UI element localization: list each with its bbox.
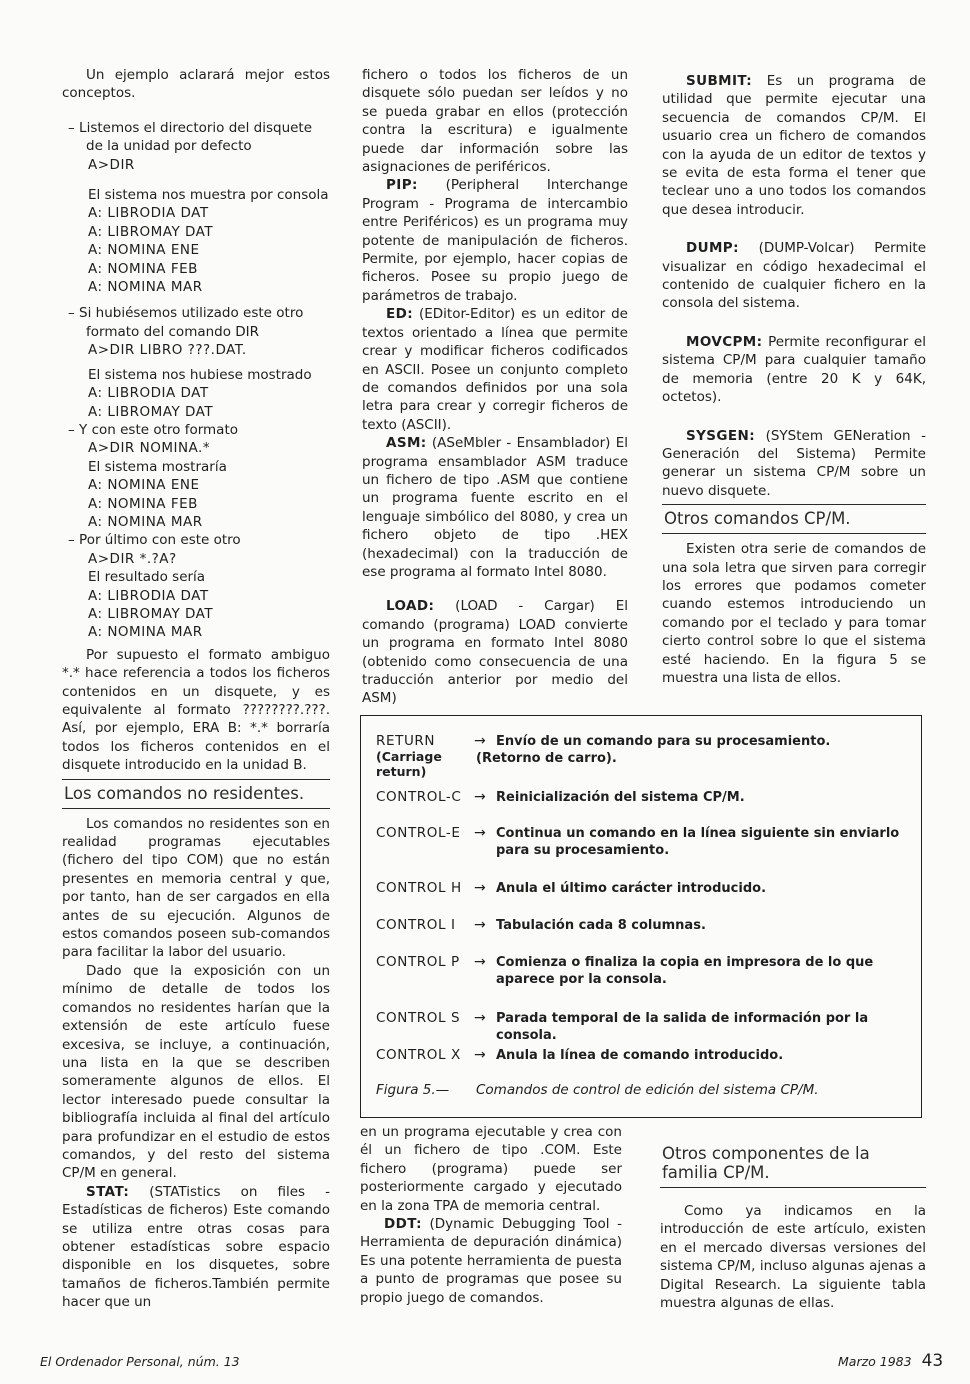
command-2: A>DIR LIBRO ???.DAT.	[88, 342, 247, 359]
stat-paragraph	[62, 1183, 330, 1312]
non-resident-paragraph-2: Dado que la exposición con un mínimo de detalle de todos los comandos no residentes harían que la extensión de este artículo fuese excesiva, se incluye, a continuación, una lista en la que se describen someramente algunos de ellos. El lector interesado puede consultar la bibliografía incluida al final del artículo para profundizar en el estudio de estos comandos, y del resto del sistema CP/M en general.	[62, 962, 330, 1182]
dump-keyword: DUMP:	[686, 240, 739, 257]
step-1: – Listemos el directorio del disquete de la unidad por defecto	[68, 119, 313, 155]
control-key-label: CONTROL-C	[376, 789, 462, 805]
ed-text: (EDitor-Editor) es un editor de textos orientado a línea que permite crear y modificar ficheros codificados en ASCII. Posee un conjunto completo de comandos definidos por una sola letra para crear y corregir ficheros de texto (ASCII).	[362, 306, 628, 433]
section-heading-other-components: Otros componentes de la familia CP/M.	[660, 1144, 926, 1188]
pip-keyword: PIP:	[386, 177, 418, 194]
figure-row	[376, 733, 913, 779]
figure-caption-label: Figura 5.—	[376, 1082, 450, 1098]
listing-line: A: NOMINA ENE	[88, 477, 200, 494]
control-key-label: CONTROL H	[376, 880, 462, 896]
figure-row	[376, 1047, 913, 1064]
arrow-icon: →	[474, 917, 486, 933]
arrow-icon: →	[474, 1010, 486, 1026]
control-key-description: Comienza o finaliza la copia en impresora de lo que aparece por la consola.	[496, 955, 874, 987]
load-paragraph	[362, 597, 628, 707]
arrow-icon: →	[474, 880, 486, 896]
section-heading-non-resident: Los comandos no residentes.	[62, 779, 330, 809]
listing-line: A: LIBROMAY DAT	[88, 605, 214, 622]
step-4: – Por último con este otro	[68, 532, 241, 549]
listing-line: A: NOMINA ENE	[88, 242, 200, 259]
load-text: (LOAD - Cargar) El comando (programa) LOAD convierte un programa en formato Intel 8080 (obtenido como consecuencia de una traducción anterior por medio del ASM)	[362, 598, 628, 707]
ambiguous-format-paragraph: Por supuesto el formato ambiguo *.* hace referencia a todos los ficheros contenidos en un disquete, y es equivalente al formato ????????.???. Así, por ejemplo, ERA B: *.* borraría todos los ficheros contenidos en el disquete introducido en la unidad B.	[62, 646, 330, 774]
page-number: 43	[921, 1351, 944, 1371]
stat-continuation: fichero o todos los ficheros de un disquete sólo puedan ser leídos y no se pueda grabar en ellos (protección contra la escritura) e igualmente puede dar información sobre las asignaciones de periféricos.	[362, 67, 628, 176]
movcpm-paragraph	[662, 333, 926, 407]
submit-keyword: SUBMIT:	[686, 73, 753, 89]
control-key-description: Reinicialización del sistema CP/M.	[496, 790, 745, 805]
response-1: El sistema nos muestra por consola	[88, 187, 329, 204]
stat-keyword: STAT:	[86, 1183, 130, 1200]
arrow-icon: →	[474, 733, 486, 749]
figure-row	[376, 1010, 913, 1044]
figure-caption	[376, 1082, 819, 1098]
arrow-icon: →	[474, 825, 486, 841]
load-keyword: LOAD:	[386, 598, 435, 615]
figure-5-box	[360, 715, 922, 1118]
listing-line: A: LIBRODIA DAT	[88, 385, 209, 402]
sysgen-paragraph	[662, 427, 926, 501]
listing-line: A: NOMINA MAR	[88, 279, 203, 296]
command-4: A>DIR *.?A?	[88, 550, 177, 567]
listing-line: A: NOMINA MAR	[88, 513, 203, 530]
control-key-label: CONTROL-E	[376, 825, 461, 841]
movcpm-keyword: MOVCPM:	[686, 333, 763, 350]
footer-publication: El Ordenador Personal, núm. 13	[40, 1354, 240, 1369]
figure-row	[376, 825, 913, 859]
description-line-2: (Retorno de carro).	[476, 751, 617, 766]
other-components-paragraph: Como ya indicamos en la introducción de este artículo, existen en el mercado diversas versiones del sistema CP/M, incluso algunas ajenas a Digital Research. La siguiente tabla muestra algunas de ellas.	[660, 1203, 926, 1312]
step-3: – Y con este otro formato	[68, 421, 238, 438]
ddt-text: (Dynamic Debugging Tool - Herramienta de depuración dinámica) Es una potente herramienta de puesta a punto de programas que posee su propio juego de comandos.	[360, 1216, 622, 1306]
control-key-label: CONTROL I	[376, 917, 456, 933]
column-3	[662, 72, 926, 687]
other-commands-paragraph: Existen otra serie de comandos de una sola letra que sirven para corregir los errores que podamos cometer cuando estemos introduciendo un comando por el teclado y para tomar cierto control sobre lo que el sistema esté haciendo. En la figura 5 se muestra una lista de ellos.	[662, 541, 926, 686]
control-key-description: Parada temporal de la salida de información por la consola.	[496, 1011, 869, 1043]
control-key-label	[376, 733, 474, 779]
command-3: A>DIR NOMINA.*	[88, 440, 211, 457]
pip-paragraph	[362, 176, 628, 305]
column-1	[62, 66, 330, 1312]
control-key-description: Anula el último carácter introducido.	[496, 881, 767, 896]
movcpm-text: Permite reconfigurar el sistema CP/M para cualquier tamaño de memoria (entre 20 K y 64K, octetos).	[662, 333, 926, 406]
control-key-description: Tabulación cada 8 columnas.	[496, 918, 706, 933]
arrow-icon: →	[474, 954, 486, 970]
listing-line: A: LIBROMAY DAT	[88, 223, 214, 240]
dump-text: (DUMP-Volcar) Permite visualizar en código hexadecimal el contenido de cualquier fichero en la consola del sistema.	[662, 240, 926, 312]
listing-line: A: NOMINA MAR	[88, 624, 203, 641]
ed-keyword: ED:	[386, 306, 414, 323]
ddt-keyword: DDT:	[384, 1216, 422, 1233]
control-key-description: Anula la línea de comando introducido.	[496, 1048, 784, 1063]
step-2: – Si hubiésemos utilizado este otro formato del comando DIR	[68, 305, 304, 340]
listing-line: A: NOMINA FEB	[88, 260, 198, 277]
submit-text: Es un programa de utilidad que permite ejecutar una secuencia de comandos CP/M. El usuario crea un fichero de comandos con la ayuda de un editor de textos y se evita de esta forma el tener que teclear uno a uno todos los comandos que desea introducir.	[662, 73, 926, 218]
arrow-icon: →	[474, 789, 486, 805]
listing-line: A: NOMINA FEB	[88, 495, 198, 512]
asm-text: (ASeMbler - Ensamblador) El programa ensamblador ASM traduce un fichero de tipo .ASM que contiene un programa fuente escrito en el lenguaje simbólico del 8080, y crea un fichero objeto de tipo .HEX (hexadecimal) con la traducción de ese programa al formato Intel 8080.	[362, 435, 628, 580]
key-name: RETURN	[376, 733, 436, 749]
key-alt-name: (Carriage return)	[376, 749, 442, 779]
listing-line: A: LIBRODIA DAT	[88, 205, 209, 222]
response-2: El sistema nos hubiese mostrado	[88, 366, 312, 383]
pip-text: (Peripheral Interchange Program - Programa de intercambio entre Periféricos) es un programa muy potente de manipulación de ficheros. Permite, por ejemplo, hacer copias de ficheros. Posee su propio juego de parámetros de trabajo.	[362, 177, 628, 304]
figure-row	[376, 917, 913, 934]
figure-row	[376, 880, 913, 897]
response-4: El resultado sería	[88, 569, 206, 586]
ddt-paragraph	[360, 1215, 622, 1307]
dump-paragraph	[662, 239, 926, 313]
footer-date: Marzo 1983	[838, 1354, 912, 1369]
non-resident-paragraph-1: Los comandos no residentes son en realidad programas ejecutables (fichero del tipo COM) que no están presentes en memoria central y que, por tanto, han de ser cargados en ella antes de su ejecución. Algunos de estos comandos poseen sub-comandos para facilitar la labor del usuario.	[62, 815, 330, 961]
column-2	[362, 66, 628, 708]
control-key-description: Continua un comando en la línea siguiente sin enviarlo para su procesamiento.	[496, 826, 900, 858]
column-2-bottom	[360, 1123, 622, 1307]
figure-row	[376, 789, 913, 806]
description-line: Envío de un comando para su procesamiento.	[496, 734, 831, 749]
stat-text: (STATistics on files - Estadísticas de ficheros) Este comando se utiliza entre otras cosas para obtener estadísticas sobre espacio disponible en los disquetes, sobre tamaños de ficheros.También permite hacer que un	[62, 1183, 330, 1311]
asm-keyword: ASM:	[386, 435, 427, 452]
asm-paragraph	[362, 434, 628, 581]
command-1: A>DIR	[88, 156, 135, 173]
load-continuation: en un programa ejecutable y crea con él un fichero de tipo .COM. Este fichero (programa) puede ser posteriormente cargado y ejecutado en la zona TPA de memoria central.	[360, 1124, 622, 1214]
listing-line: A: LIBROMAY DAT	[88, 403, 214, 420]
footer-date-page	[838, 1351, 943, 1371]
control-key-label: CONTROL X	[376, 1047, 461, 1063]
control-key-label: CONTROL P	[376, 954, 460, 970]
control-key-label: CONTROL S	[376, 1010, 461, 1026]
response-3: El sistema mostraría	[88, 458, 227, 475]
listing-line: A: LIBRODIA DAT	[88, 587, 209, 604]
section-heading-other-commands: Otros comandos CP/M.	[662, 504, 926, 534]
figure-caption-text: Comandos de control de edición del sistema CP/M.	[476, 1082, 819, 1098]
arrow-icon: →	[474, 1047, 486, 1063]
submit-paragraph	[662, 72, 926, 219]
control-key-description	[476, 733, 913, 779]
sysgen-keyword: SYSGEN:	[686, 427, 756, 444]
column-3-bottom	[660, 1140, 926, 1312]
ed-paragraph	[362, 305, 628, 434]
figure-row	[376, 954, 913, 988]
sysgen-text: (SYStem GENeration - Generación del Sistema) Permite generar un sistema CP/M sobre un nuevo disquete.	[662, 427, 926, 499]
intro-paragraph: Un ejemplo aclarará mejor estos conceptos.	[62, 67, 330, 102]
